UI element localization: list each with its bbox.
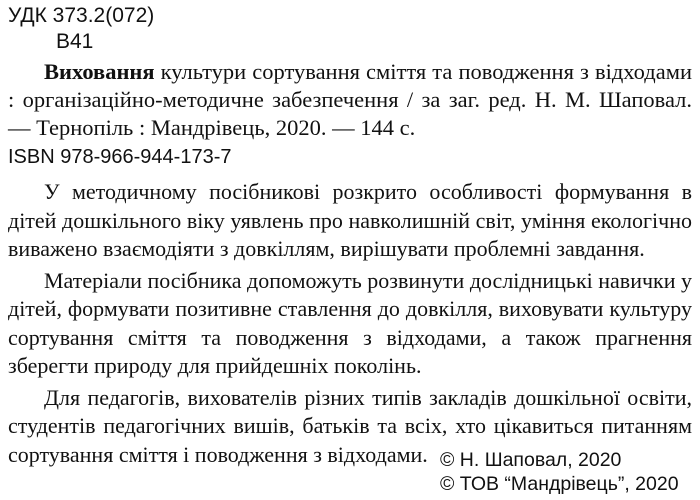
annotation-paragraph-2: Матеріали посібника допоможуть розвинути дослідницькі навички у дітей, формувати позитивне ставлення до довкілля, виховувати культуру сортування сміття та поводження з відходами, а також прагнення зберегти природу для прийдешніх поколінь. (8, 267, 692, 378)
bbk-code: В41 (56, 30, 94, 53)
annotation-paragraph-3: Для педагогів, вихователів різних типів закладів дошкільної освіти, студентів педагогічних вишів, батьків та всіх, хто цікавиться питанням сортування сміття і поводження з відходами. (8, 384, 692, 467)
annotation-paragraph-1: У методичному посібникові розкрито особливості формування в дітей дошкільного віку уявлень про навколишній світ, уміння екологічно виважено взаємодіяти з довкіллям, вирішувати проблемні завдання. (8, 179, 692, 261)
annotation (8, 178, 692, 472)
udk-code: УДК 373.2(072) (8, 4, 155, 27)
copyright-publisher: © ТОВ “Мандрівець”, 2020 (440, 473, 679, 495)
entry-lead-title: Виховання (44, 59, 155, 84)
entry-description: культури сортування сміття та поводження з відходами : організаційно-методичне забезпечення / за заг. ред. Н. М. Шаповал. — Тернопіль : Мандрівець, 2020. — 144 с. (8, 59, 692, 140)
isbn: ISBN 978-966-944-173-7 (8, 146, 232, 168)
copyright-author: © Н. Шаповал, 2020 (440, 449, 622, 471)
bibliographic-entry (8, 58, 692, 142)
